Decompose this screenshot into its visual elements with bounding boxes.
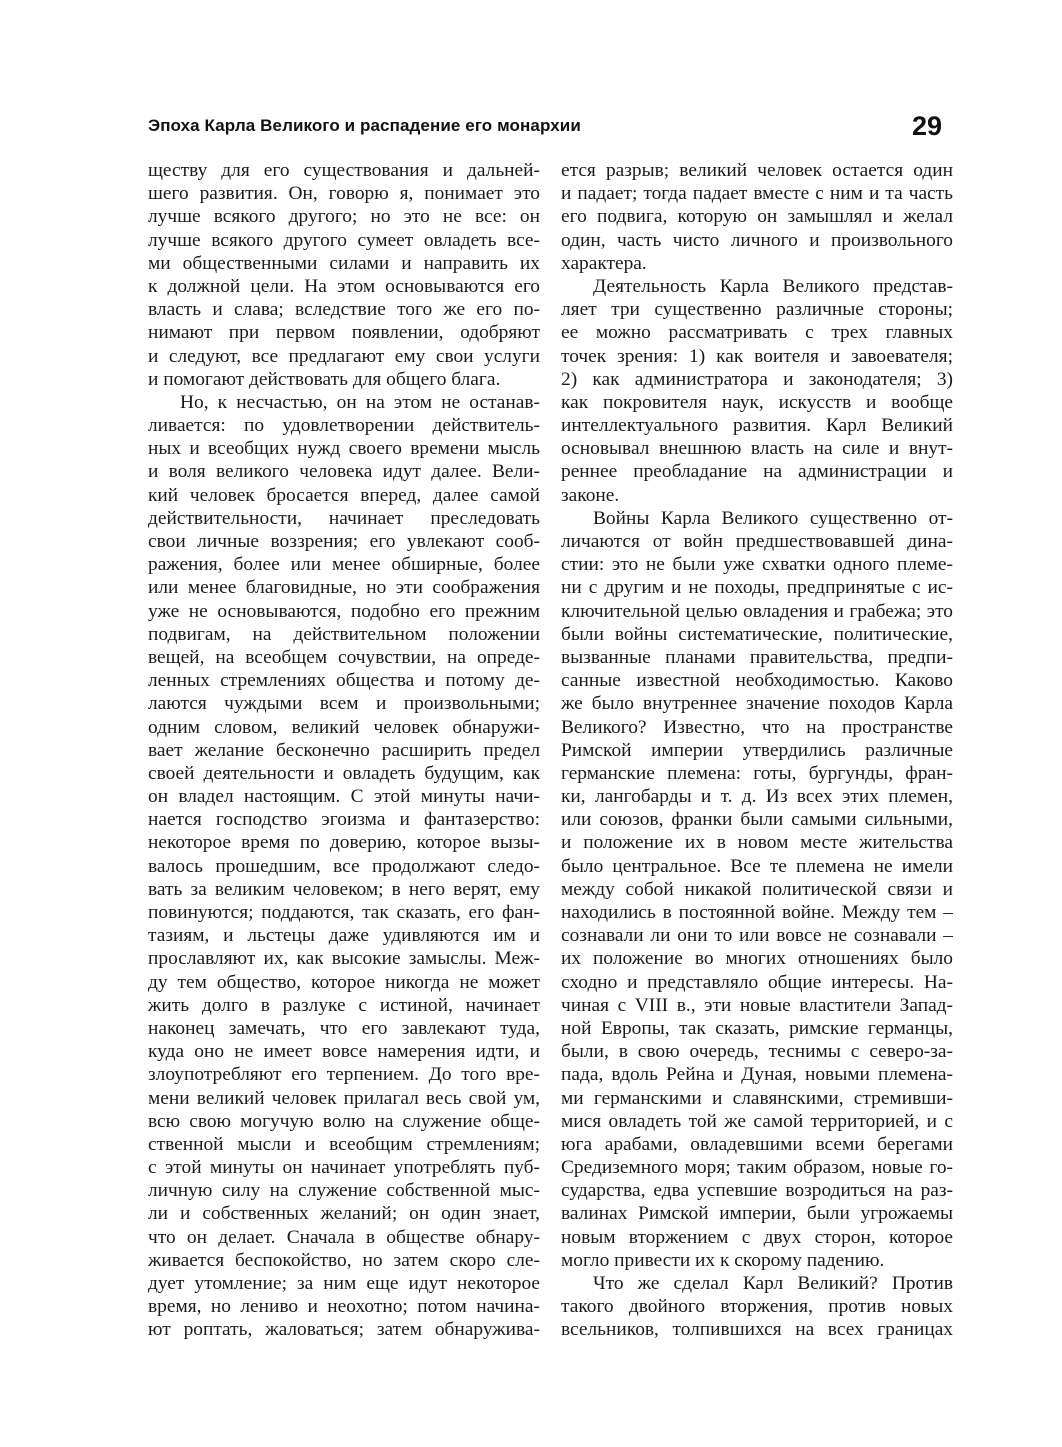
text-line: вызванные планами правительства, предпи- <box>561 646 953 668</box>
text-line: находились в постоянной войне. Между тем – <box>561 902 953 923</box>
text-line: Но, к несчастью, он на этом не останав- <box>180 391 540 413</box>
text-line: Средиземного моря; таким образом, новые го- <box>561 1157 953 1179</box>
text-line: интеллектуального развития. Карл Великий <box>561 415 953 437</box>
text-line: всю свою могучую волю на служение обще- <box>148 1110 540 1132</box>
text-line: и падает; тогда падает вместе с ним и та часть <box>561 183 953 205</box>
text-line: валось прошедшим, все продолжают следо- <box>148 855 540 877</box>
text-line: личную силу на служение собственной мыс- <box>148 1180 540 1202</box>
text-line: с этой минуты он начинает употреблять пуб- <box>148 1157 540 1179</box>
text-line: ли и собственных желаний; он один знает, <box>148 1203 540 1225</box>
text-line: и помогают действовать для общего блага. <box>148 368 501 390</box>
text-line: всельников, толпившихся на всех границах <box>561 1319 953 1341</box>
text-line: время, но лениво и неохотно; потом начина- <box>148 1296 540 1318</box>
text-line: или менее благовидные, но эти соображения <box>148 577 540 599</box>
text-line: ной Европы, так сказать, римские германцы, <box>561 1017 953 1039</box>
text-line: ляет три существенно различные стороны; <box>561 299 953 321</box>
text-line: один, часть чисто личного и произвольного <box>561 229 953 251</box>
text-line: ражения, более или менее обширные, более <box>148 554 540 576</box>
text-line: сознавали ли они то или вовсе не сознавали – <box>561 925 953 947</box>
text-line: санные известной необходимостью. Каково <box>561 670 953 692</box>
text-line: пада, вдоль Рейна и Дуная, новыми племена- <box>561 1064 953 1086</box>
text-line: вает желание бесконечно расширить предел <box>148 739 540 761</box>
text-line: или союзов, франки были самыми сильными, <box>561 809 953 831</box>
text-line: власть и слава; вследствие того же его по- <box>148 299 540 321</box>
text-line: 2) как администратора и законодателя; 3) <box>561 368 953 390</box>
text-column-right <box>561 159 953 1342</box>
text-line: как покровителя наук, искусств и вообще <box>561 391 953 413</box>
text-line: ленных стремлениях общества и потому де- <box>148 670 540 692</box>
text-line: и воля великого человека идут далее. Вели- <box>148 461 540 483</box>
text-line: же было внутреннее значение походов Карла <box>561 693 953 715</box>
text-line: и положение их в новом месте жительства <box>561 832 953 854</box>
text-line: было центральное. Все те племена не имели <box>561 855 953 877</box>
text-line: ных и всеобщих нужд своего времени мысль <box>148 438 540 460</box>
text-line: ду тем общество, которое никогда не может <box>148 971 540 993</box>
text-line: ми общественными силами и направить их <box>148 252 540 274</box>
text-line: кий человек бросается вперед, далее самой <box>148 484 540 506</box>
text-line: что он делает. Сначала в обществе обнару- <box>148 1226 540 1248</box>
text-line: повинуются; поддаются, так сказать, его фан- <box>148 902 540 923</box>
text-line: мени великий человек прилагал весь свой ум, <box>148 1087 540 1109</box>
text-line: вещей, на всеобщем сочувствии, на опреде- <box>148 646 540 668</box>
text-line: жить долго в разлуке с истиной, начинает <box>148 994 540 1016</box>
text-line: он владел настоящим. С этой минуты начи- <box>148 786 540 808</box>
text-line: и следуют, все предлагают ему свои услуги <box>148 345 540 367</box>
text-line: стии: это не были уже схватки одного племе- <box>561 554 953 576</box>
text-line: свои личные воззрения; его увлекают сооб- <box>148 531 540 552</box>
text-line: подвигам, на действительном положении <box>148 623 540 645</box>
text-line: наконец замечать, что его завлекают туда, <box>148 1017 540 1039</box>
text-line: нается господство эгоизма и фантазерство: <box>148 809 540 831</box>
text-line: чиная с VIII в., эти новые властители Запад- <box>561 994 953 1016</box>
text-line: ют роптать, жаловаться; затем обнаружива- <box>148 1319 540 1341</box>
text-line: своей деятельности и овладеть будущим, как <box>148 762 540 784</box>
text-line: были, в свою очередь, теснимы с северо-за- <box>561 1041 953 1063</box>
text-line: куда оно не имеет вовсе намерения идти, и <box>148 1041 540 1063</box>
text-line: ключительной целью овладения и грабежа; это <box>561 600 953 622</box>
text-line: Римской империи утвердились различные <box>561 739 953 761</box>
text-line: живается беспокойство, но затем скоро сле- <box>148 1249 540 1271</box>
text-line: лучше всякого другого; но это не все: он <box>148 206 540 228</box>
text-line: его подвига, которую он замышлял и желал <box>561 206 953 228</box>
text-line: Войны Карла Великого существенно от- <box>593 507 953 529</box>
running-head-title: Эпоха Карла Великого и распадение его монархии <box>148 116 581 135</box>
text-line: реннее преобладание на администрации и <box>561 461 953 483</box>
text-line: такого двойного вторжения, против новых <box>561 1296 953 1318</box>
text-line: ки, лангобарды и т. д. Из всех этих племен, <box>561 786 953 808</box>
text-line: основывал внешнюю власть на силе и внут- <box>561 438 953 460</box>
text-line: сударства, едва успевшие возродиться на раз- <box>561 1180 953 1202</box>
text-line: дует утомление; за ним еще идут некоторое <box>148 1273 540 1294</box>
text-line: к должной цели. На этом основываются его <box>148 275 540 297</box>
text-line: были войны систематические, политические, <box>561 623 953 645</box>
text-line: нимают при первом появлении, одобряют <box>148 322 540 344</box>
text-line: новым вторжением с двух сторон, которое <box>561 1226 953 1248</box>
text-line: тазиям, и льстецы даже удивляются им и <box>148 925 540 947</box>
text-line: законе. <box>561 484 620 506</box>
text-line: действительности, начинает преследовать <box>148 507 540 529</box>
text-line: юга арабами, овладевшими всеми берегами <box>561 1133 953 1155</box>
text-line: точек зрения: 1) как воителя и завоевателя; <box>561 345 953 367</box>
text-line: характера. <box>561 252 647 274</box>
text-line: их положение во многих отношениях было <box>561 948 953 970</box>
text-line: ни с другим и не походы, предпринятые с ис- <box>561 577 953 599</box>
text-line: мися овладеть той же самой территорией, и с <box>561 1110 953 1132</box>
text-line: прославляют их, как высокие замыслы. Меж- <box>148 948 540 970</box>
text-line: Деятельность Карла Великого представ- <box>593 275 953 297</box>
text-line: германские племена: готы, бургунды, фран- <box>561 762 953 784</box>
text-line: валинах Римской империи, были угрожаемы <box>561 1203 953 1225</box>
text-line: уже не основываются, подобно его прежним <box>148 600 540 622</box>
text-line: лаются чуждыми всем и произвольными; <box>148 693 540 715</box>
text-line: ственной мысли и всеобщим стремлениям; <box>148 1133 540 1155</box>
text-line: ется разрыв; великий человек остается один <box>561 160 953 181</box>
text-line: шего развития. Он, говорю я, понимает это <box>148 183 540 205</box>
text-line: ливается: по удовлетворении действитель- <box>148 415 540 437</box>
text-line: лучше всякого другого сумеет овладеть все- <box>148 229 540 251</box>
text-line: сходно и представляло общие интересы. На- <box>561 971 953 993</box>
text-line: ществу для его существования и дальней- <box>148 160 540 181</box>
text-line: злоупотребляют его терпением. До того вре- <box>148 1064 540 1086</box>
text-line: могло привести их к скорому падению. <box>561 1249 885 1271</box>
text-line: ми германскими и славянскими, стремивши- <box>561 1087 953 1109</box>
text-line: Великого? Известно, что на пространстве <box>561 716 953 738</box>
page-number: 29 <box>911 111 942 141</box>
text-column-left <box>148 159 540 1342</box>
text-line: Что же сделал Карл Великий? Против <box>593 1273 953 1294</box>
text-line: некоторое время по доверию, которое вызы- <box>148 832 540 854</box>
text-line: ее можно рассматривать с трех главных <box>561 322 953 344</box>
text-line: личаются от войн предшествовавшей дина- <box>561 531 953 552</box>
text-line: между собой никакой политической связи и <box>561 878 953 900</box>
text-line: одним словом, великий человек обнаружи- <box>148 716 540 738</box>
text-line: вать за великим человеком; в него верят, ему <box>148 878 540 900</box>
